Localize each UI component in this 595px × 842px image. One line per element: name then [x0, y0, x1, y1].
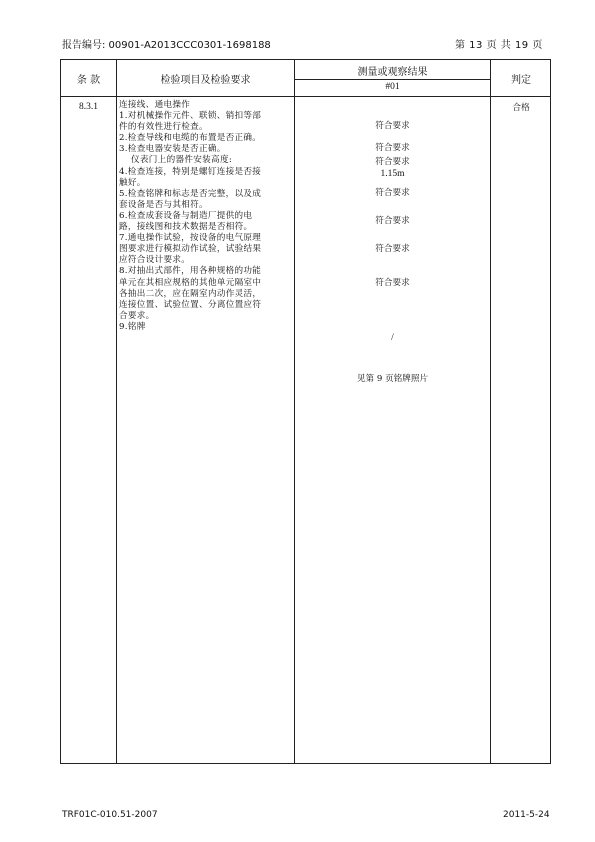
- report-date: 2011-5-24: [503, 810, 550, 820]
- header-sample-no: #01: [385, 82, 400, 92]
- result-value: 符合要求: [375, 278, 410, 288]
- result-value: 符合要求: [375, 143, 410, 153]
- item-line: 路，接线图和技术数据是否相符。: [119, 222, 253, 233]
- item-line: 4.检查连接，特别是螺钉连接是否接: [119, 166, 262, 177]
- row-divider: [61, 96, 550, 97]
- inspection-items: [119, 100, 295, 333]
- verdict-value: 合格: [512, 103, 530, 113]
- item-line: 3.检查电器安装是否正确。: [119, 144, 226, 155]
- item-line: 仪表门上的器件安装高度:: [131, 155, 233, 166]
- item-line: 件的有效性进行检查。: [119, 122, 208, 133]
- form-number: TRF01C-010.51-2007: [62, 810, 158, 820]
- item-line: 1.对机械操作元件、联锁、销扣等部: [119, 111, 262, 122]
- item-line: 合要求。: [119, 310, 155, 321]
- result-value: 1.15m: [380, 169, 405, 179]
- item-line: 各抽出二次，应在隔室内动作灵活，: [119, 288, 262, 299]
- col-divider: [490, 60, 491, 763]
- page-indicator: 第 13 页 共 19 页: [455, 40, 543, 51]
- header-clause: 条 款: [76, 75, 101, 86]
- result-value: 符合要求: [375, 121, 410, 131]
- header-verdict: 判定: [511, 75, 531, 86]
- header-result: 测量或观察结果: [357, 67, 428, 78]
- item-line: 单元在其相应规格的其他单元隔室中: [119, 277, 262, 288]
- item-line: 9.铭牌: [119, 321, 146, 332]
- item-line: 套设备是否与其相符。: [119, 199, 208, 210]
- item-line: 连接线、通电操作: [119, 100, 191, 110]
- item-line: 6.检查成套设备与制造厂提供的电: [119, 210, 253, 221]
- item-line: 8.对抽出式部件，用各种规格的功能: [119, 266, 262, 277]
- row-divider: [294, 79, 490, 80]
- report-number: 报告编号: 00901-A2013CCC0301-1698188: [62, 40, 271, 51]
- item-line: 7.通电操作试验，按设备的电气原理: [119, 233, 262, 244]
- inspection-table: [60, 59, 551, 764]
- col-divider: [116, 60, 117, 763]
- result-value: 见第 9 页铭牌照片: [356, 374, 429, 384]
- result-value: 符合要求: [375, 244, 410, 254]
- item-line: 应符合设计要求。: [119, 255, 191, 266]
- item-line: 连接位置、试验位置、分离位置应符: [119, 299, 262, 310]
- result-value: 符合要求: [375, 188, 410, 198]
- clause-number: 8.3.1: [79, 102, 98, 112]
- item-line: 图要求进行模拟动作试验，试验结果: [119, 244, 262, 255]
- result-value: 符合要求: [375, 216, 410, 226]
- result-value: /: [391, 333, 394, 343]
- header-item: 检验项目及检验要求: [160, 75, 251, 86]
- item-line: 2.检查导线和电缆的布置是否正确。: [119, 133, 262, 144]
- item-line: 5.检查铭牌和标志是否完整，以及成: [119, 188, 262, 199]
- result-value: 符合要求: [375, 157, 410, 167]
- item-line: 触好。: [119, 177, 146, 188]
